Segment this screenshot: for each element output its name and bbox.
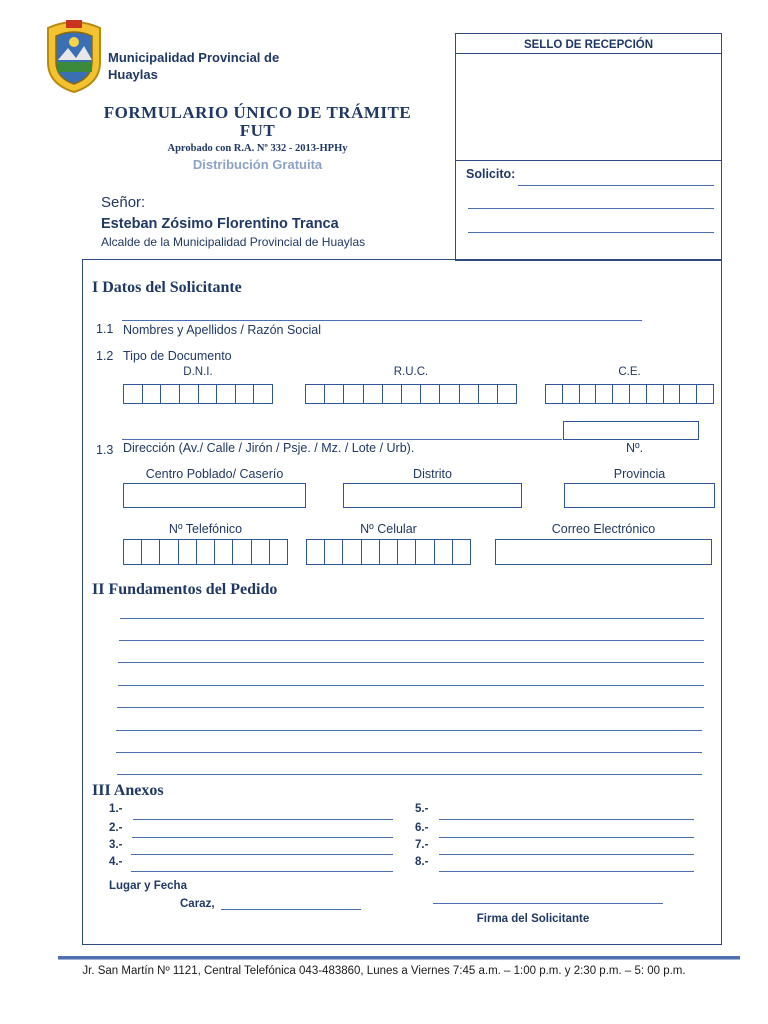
item-1-3-number: 1.3 <box>96 443 114 457</box>
annex-4-label: 4.- <box>109 856 123 868</box>
reason-line-6[interactable] <box>116 730 702 731</box>
document-type-label: Tipo de Documento <box>123 349 232 363</box>
reason-line-4[interactable] <box>118 685 704 686</box>
cell-label: Nº Celular <box>360 522 417 536</box>
addressee-title: Alcalde de la Municipalidad Provincial de Huaylas <box>101 235 366 249</box>
request-line-3[interactable] <box>468 232 714 233</box>
reason-line-7[interactable] <box>116 752 702 753</box>
reason-line-1[interactable] <box>120 618 704 619</box>
stamp-label: SELLO DE RECEPCIÓN <box>523 39 654 51</box>
request-label: Solicito: <box>466 167 516 181</box>
annex-2-label: 2.- <box>109 822 123 834</box>
addressee-name: Esteban Zósimo Florentino Tranca <box>101 216 339 232</box>
dni-cells[interactable] <box>123 384 273 404</box>
form-title-line2: FUT <box>239 121 276 140</box>
distribution-text: Distribución Gratuita <box>192 157 323 172</box>
ce-cells[interactable] <box>545 384 714 404</box>
reason-line-3[interactable] <box>118 662 704 663</box>
date-input-line[interactable] <box>221 909 361 910</box>
section-1-title: I Datos del Solicitante <box>92 279 242 296</box>
annex-3-line[interactable] <box>131 854 393 855</box>
reception-box <box>455 33 722 261</box>
annex-1-line[interactable] <box>133 819 393 820</box>
number-label: Nº. <box>626 441 644 455</box>
city-label: Caraz, <box>180 898 215 910</box>
annex-8-label: 8.- <box>415 856 429 868</box>
footer-rule <box>58 956 740 960</box>
item-1-1-number: 1.1 <box>96 322 114 336</box>
signature-line[interactable] <box>433 903 663 904</box>
annex-2-line[interactable] <box>132 837 393 838</box>
stamp-area[interactable] <box>456 55 721 159</box>
request-line-1[interactable] <box>518 185 714 186</box>
annex-5-label: 5.- <box>415 803 429 815</box>
signature-label: Firma del Solicitante <box>476 913 590 925</box>
annex-3-label: 3.- <box>109 839 123 851</box>
municipal-crest-logo <box>42 18 106 94</box>
annex-7-label: 7.- <box>415 839 429 851</box>
cell-phone-cells[interactable] <box>306 539 471 565</box>
address-number-box[interactable] <box>563 421 699 440</box>
town-input[interactable] <box>123 483 306 508</box>
province-input[interactable] <box>564 483 715 508</box>
district-input[interactable] <box>343 483 522 508</box>
form-title-line1: FORMULARIO ÚNICO DE TRÁMITE <box>103 103 412 122</box>
request-line-2[interactable] <box>468 208 714 209</box>
footer-address: Jr. San Martín Nº 1121, Central Telefónica 043-483860, Lunes a Viernes 7:45 a.m. – 1:00 p.m. y 2:30 p.m. – 5: 00 p.m. <box>82 965 686 977</box>
org-name-line1: Municipalidad Provincial de <box>108 50 280 65</box>
ruc-label: R.U.C. <box>393 366 429 378</box>
ruc-cells[interactable] <box>305 384 517 404</box>
annex-4-line[interactable] <box>131 871 393 872</box>
annex-1-label: 1.- <box>109 803 123 815</box>
phone-label: Nº Telefónico <box>168 522 243 536</box>
place-date-label: Lugar y Fecha <box>109 880 187 892</box>
annex-7-line[interactable] <box>439 854 694 855</box>
form-title <box>60 104 455 140</box>
coat-of-arms-icon <box>42 18 106 94</box>
salutation: Señor: <box>101 194 146 211</box>
request-divider <box>456 160 721 161</box>
email-label: Correo Electrónico <box>551 522 656 536</box>
name-input-line[interactable] <box>122 320 642 321</box>
address-label: Dirección (Av./ Calle / Jirón / Psje. / Mz. / Lote / Urb). <box>123 441 415 455</box>
ce-label: C.E. <box>618 366 641 378</box>
dni-label: D.N.I. <box>183 366 213 378</box>
section-3-title: III Anexos <box>92 782 164 799</box>
address-input-line[interactable] <box>122 439 562 440</box>
section-2-title: II Fundamentos del Pedido <box>92 581 278 598</box>
organization-name <box>108 49 279 83</box>
reason-line-2[interactable] <box>119 640 704 641</box>
item-1-2-number: 1.2 <box>96 349 114 363</box>
annex-6-line[interactable] <box>439 837 694 838</box>
annex-8-line[interactable] <box>439 871 694 872</box>
email-input[interactable] <box>495 539 712 565</box>
approval-text: Aprobado con R.A. Nº 332 - 2013-HPHy <box>167 143 348 154</box>
province-label: Provincia <box>613 467 666 481</box>
annex-5-line[interactable] <box>439 819 694 820</box>
phone-cells[interactable] <box>123 539 288 565</box>
name-label: Nombres y Apellidos / Razón Social <box>123 323 322 337</box>
district-label: Distrito <box>413 467 452 481</box>
org-name-line2: Huaylas <box>108 67 158 82</box>
annex-6-label: 6.- <box>415 822 429 834</box>
reason-line-8[interactable] <box>117 774 702 775</box>
town-label: Centro Poblado/ Caserío <box>145 467 284 481</box>
stamp-divider <box>456 53 721 54</box>
reason-line-5[interactable] <box>117 707 704 708</box>
